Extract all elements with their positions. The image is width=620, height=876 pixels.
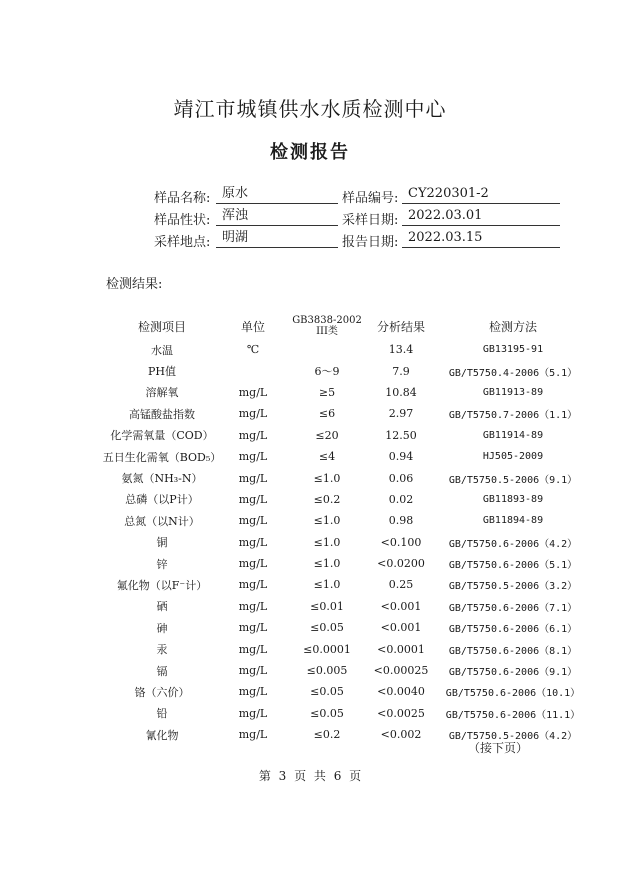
cell-method: GB/T5750.5-2006（9.1） xyxy=(448,474,578,486)
cell-standard: ≤1.0 xyxy=(313,514,341,528)
cell-result: 0.25 xyxy=(388,578,414,592)
table-row xyxy=(102,681,594,702)
report-date-value: 2022.03.15 xyxy=(402,230,560,248)
header-unit: 单位 xyxy=(240,319,265,334)
cell-method: GB/T5750.5-2006（4.2） xyxy=(448,731,578,743)
cell-item: 氨氮（NH₃-N） xyxy=(121,472,203,486)
report-date-label: 报告日期: xyxy=(342,235,399,250)
cell-unit: mg/L xyxy=(238,706,268,720)
cell-standard xyxy=(284,339,370,360)
sample-name-value: 原水 xyxy=(216,186,338,204)
cell-item: 镉 xyxy=(156,664,168,678)
cell-method: GB/T5750.6-2006（8.1） xyxy=(448,645,578,657)
cell-result: <0.0025 xyxy=(377,706,425,720)
cell-item: 氰化物 xyxy=(145,728,179,742)
cell-item: 铜 xyxy=(156,536,168,550)
cell-item: 总氮（以N计） xyxy=(124,514,200,528)
cell-method: GB11893-89 xyxy=(482,493,544,505)
cell-standard: ≤4 xyxy=(318,450,336,464)
cell-item: 砷 xyxy=(156,621,168,635)
cell-method: GB11894-89 xyxy=(482,515,544,527)
cell-unit: mg/L xyxy=(238,450,268,464)
cell-standard: ≤0.05 xyxy=(310,706,344,720)
table-row xyxy=(102,339,594,360)
cell-standard: ≤20 xyxy=(315,428,339,442)
cell-standard: ≤0.01 xyxy=(310,599,344,613)
header-standard-line2: III类 xyxy=(316,326,338,337)
cell-unit: mg/L xyxy=(238,557,268,571)
sample-no-value: CY220301-2 xyxy=(402,186,560,204)
report-title: 检测报告 xyxy=(270,142,350,163)
cell-unit: mg/L xyxy=(238,578,268,592)
table-row xyxy=(102,532,594,553)
table-row xyxy=(102,403,594,424)
cell-unit: mg/L xyxy=(238,385,268,399)
header-result: 分析结果 xyxy=(376,319,425,334)
cell-unit: mg/L xyxy=(238,599,268,613)
table-row xyxy=(102,360,594,381)
cell-item: 水温 xyxy=(151,343,173,357)
cell-method: GB11914-89 xyxy=(482,429,544,441)
results-table xyxy=(102,313,594,745)
table-row xyxy=(102,553,594,574)
cell-unit: mg/L xyxy=(238,642,268,656)
cell-item: 硒 xyxy=(156,600,168,614)
cell-item: 锌 xyxy=(156,557,168,571)
table-row xyxy=(102,467,594,488)
cell-unit: mg/L xyxy=(238,535,268,549)
cell-result: <0.0040 xyxy=(377,685,425,699)
cell-item: 总磷（以P计） xyxy=(125,493,199,507)
cell-method: GB/T5750.7-2006（1.1） xyxy=(448,410,578,422)
results-label: 检测结果: xyxy=(106,277,163,292)
cell-item: PH值 xyxy=(148,365,176,379)
organization-name: 靖江市城镇供水水质检测中心 xyxy=(173,97,447,121)
cell-result: <0.001 xyxy=(380,621,422,635)
cell-standard: ≤0.2 xyxy=(313,492,341,506)
sampling-date-label: 采样日期: xyxy=(342,213,399,228)
table-row xyxy=(102,425,594,446)
cell-item: 铬（六价） xyxy=(134,685,190,699)
cell-item: 溶解氧 xyxy=(145,386,179,400)
sample-trait-label: 样品性状: xyxy=(154,213,211,228)
cell-standard: ≤1.0 xyxy=(313,535,341,549)
cell-standard: ≤0.005 xyxy=(306,664,348,678)
cell-item: 氟化物（以F⁻计） xyxy=(116,578,208,592)
table-row xyxy=(102,382,594,403)
cell-unit: mg/L xyxy=(238,407,268,421)
cell-unit xyxy=(222,360,284,381)
table-row xyxy=(102,446,594,467)
cell-result: <0.00025 xyxy=(373,664,429,678)
cell-result: 13.4 xyxy=(388,343,414,357)
cell-method: GB/T5750.6-2006（7.1） xyxy=(448,602,578,614)
cell-unit: mg/L xyxy=(238,685,268,699)
cell-item: 化学需氧量（COD） xyxy=(110,429,214,443)
header-method: 检测方法 xyxy=(488,319,537,334)
cell-standard: 6～9 xyxy=(314,365,340,379)
cell-unit: mg/L xyxy=(238,514,268,528)
header-standard-line1: GB3838-2002 xyxy=(292,315,362,326)
cell-standard: ≤0.05 xyxy=(310,685,344,699)
cell-standard: ≤1.0 xyxy=(313,557,341,571)
cell-method: GB11913-89 xyxy=(482,386,544,398)
cell-method: GB/T5750.5-2006（3.2） xyxy=(448,581,578,593)
cell-result: 0.98 xyxy=(388,514,414,528)
table-row xyxy=(102,703,594,724)
cell-item: 高锰酸盐指数 xyxy=(129,407,195,421)
cell-method: GB/T5750.6-2006（4.2） xyxy=(448,538,578,550)
cell-standard: ≤0.05 xyxy=(310,621,344,635)
cell-standard: ≥5 xyxy=(318,385,336,399)
cell-unit: mg/L xyxy=(238,621,268,635)
table-row xyxy=(102,660,594,681)
cell-item: 铅 xyxy=(156,707,168,721)
sampling-date-value: 2022.03.01 xyxy=(402,208,560,226)
cell-method: GB/T5750.6-2006（11.1） xyxy=(445,709,581,721)
cell-unit: mg/L xyxy=(238,428,268,442)
cell-result: 2.97 xyxy=(388,407,414,421)
table-header-row xyxy=(102,313,594,339)
sampling-site-value: 明湖 xyxy=(216,230,338,248)
cell-result: <0.100 xyxy=(380,535,422,549)
table-row xyxy=(102,638,594,659)
cell-unit: mg/L xyxy=(238,664,268,678)
cell-method: HJ505-2009 xyxy=(482,451,544,463)
cell-result: 12.50 xyxy=(385,428,417,442)
cell-method: GB/T5750.6-2006（10.1） xyxy=(445,688,581,700)
header-item: 检测项目 xyxy=(137,319,186,334)
cell-unit: ℃ xyxy=(246,343,260,357)
cell-result: <0.002 xyxy=(380,728,422,742)
cell-standard: ≤0.0001 xyxy=(303,642,351,656)
table-row xyxy=(102,510,594,531)
cell-result: <0.001 xyxy=(380,599,422,613)
cell-result: 7.9 xyxy=(392,364,410,378)
cell-unit: mg/L xyxy=(238,492,268,506)
cell-standard: ≤1.0 xyxy=(313,578,341,592)
cell-result: 0.02 xyxy=(388,492,414,506)
cell-unit: mg/L xyxy=(238,728,268,742)
cell-result: 0.94 xyxy=(388,450,414,464)
cell-unit: mg/L xyxy=(238,471,268,485)
header-standard xyxy=(284,313,370,339)
cell-method: GB/T5750.6-2006（9.1） xyxy=(448,667,578,679)
sample-name-label: 样品名称: xyxy=(154,191,211,206)
sample-no-label: 样品编号: xyxy=(342,191,399,206)
sampling-site-label: 采样地点: xyxy=(154,235,211,250)
cell-item: 五日生化需氧（BOD₅） xyxy=(102,450,222,464)
cell-standard: ≤6 xyxy=(318,407,336,421)
page-footer: 第 3 页 共 6 页 xyxy=(258,769,362,783)
cell-result: <0.0200 xyxy=(377,557,425,571)
sample-trait-value: 浑浊 xyxy=(216,208,338,226)
cell-standard: ≤0.2 xyxy=(313,728,341,742)
table-row xyxy=(102,489,594,510)
table-row xyxy=(102,574,594,595)
cell-method: GB/T5750.6-2006（5.1） xyxy=(448,560,578,572)
table-row xyxy=(102,596,594,617)
cell-method: GB13195-91 xyxy=(482,344,544,356)
cell-result: 0.06 xyxy=(388,471,414,485)
cell-result: 10.84 xyxy=(385,385,417,399)
continued-note: （接下页） xyxy=(468,741,529,755)
cell-item: 汞 xyxy=(156,643,168,657)
cell-method: GB/T5750.6-2006（6.1） xyxy=(448,624,578,636)
cell-method: GB/T5750.4-2006（5.1） xyxy=(448,367,578,379)
cell-result: <0.0001 xyxy=(377,642,425,656)
table-row xyxy=(102,617,594,638)
cell-standard: ≤1.0 xyxy=(313,471,341,485)
